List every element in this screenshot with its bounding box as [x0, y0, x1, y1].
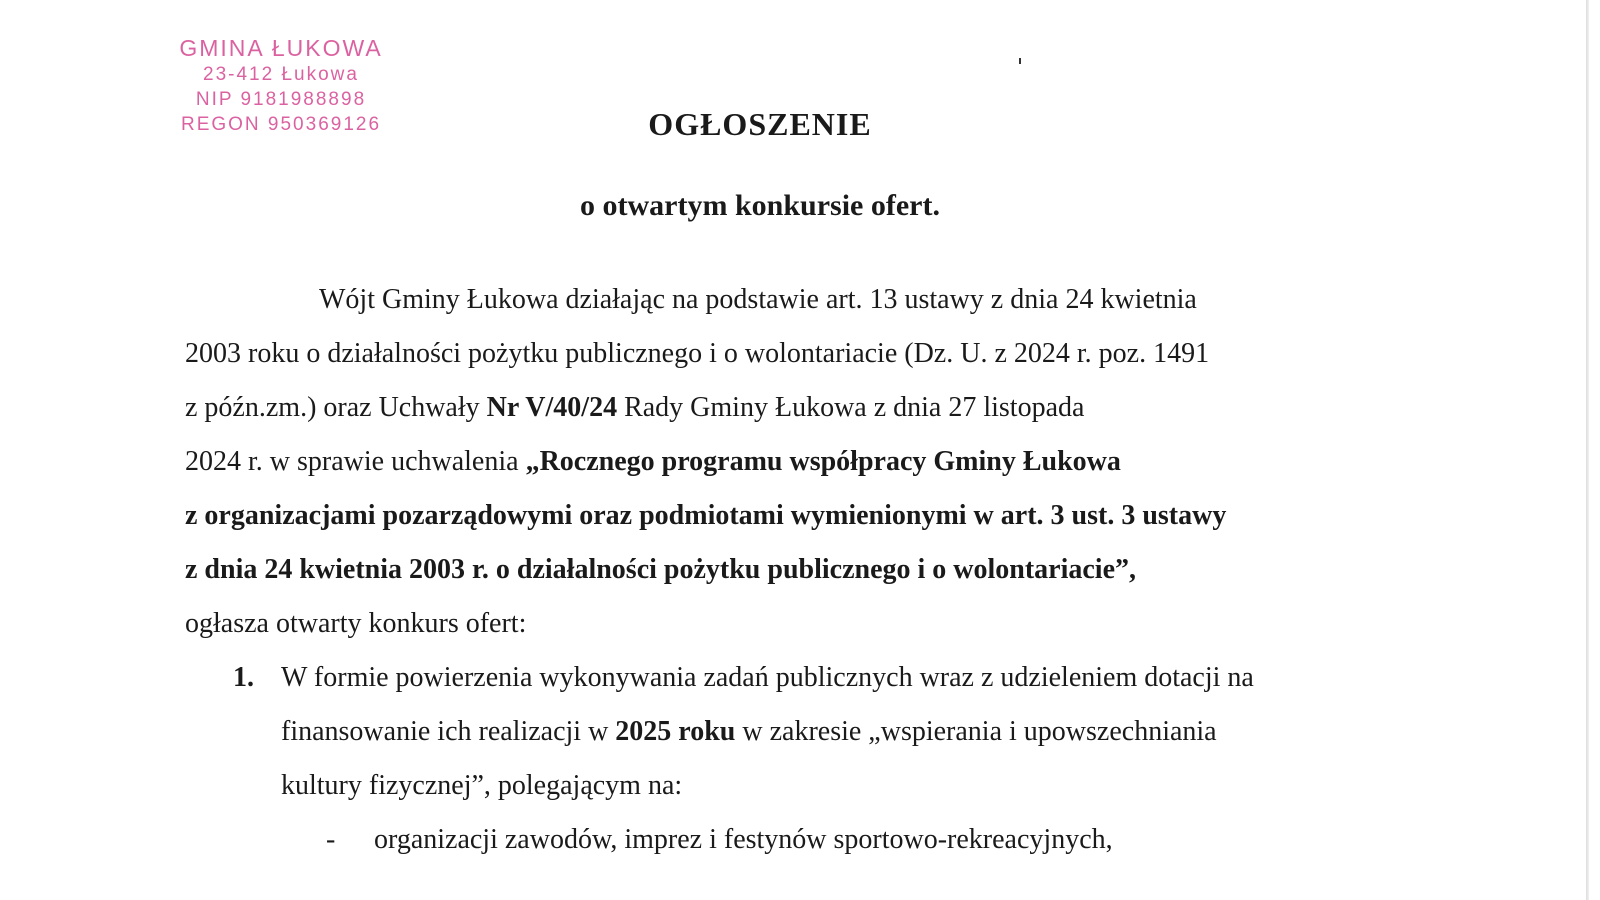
intro-line-6	[185, 553, 1136, 587]
item-1-line-1: W formie powierzenia wykonywania zadań publicznych wraz z udzieleniem dotacji na	[281, 662, 1254, 693]
intro-line-2: 2003 roku o działalności pożytku publicznego i o wolontariacie (Dz. U. z 2024 r. poz. 1491	[185, 338, 1210, 369]
intro-line-5	[185, 499, 1226, 533]
item-1-number: 1.	[233, 662, 254, 693]
bullet-dash: -	[326, 824, 336, 855]
stamp-regon: REGON 950369126	[180, 114, 382, 135]
intro-line-3-rest: Rady Gminy Łukowa z dnia 27 listopada	[617, 392, 1085, 423]
intro-line-3	[185, 391, 1084, 425]
intro-line-3-text: z późn.zm.) oraz Uchwały	[185, 392, 487, 423]
item-1-line-2	[281, 715, 1217, 749]
document-subtitle: o otwartym konkursie ofert.	[580, 189, 940, 222]
intro-line-7: ogłasza otwarty konkurs ofert:	[185, 608, 527, 639]
item-1-line-3: kultury fizycznej”, polegającym na:	[281, 770, 683, 801]
program-title-end: z dnia 24 kwietnia 2003 r. o działalności pożytku publicznego i o wolontariacie”,	[185, 554, 1137, 585]
stamp-nip: NIP 9181988898	[195, 89, 367, 110]
stamp-address: 23-412 Łukowa	[203, 64, 359, 85]
intro-line-4-text: 2024 r. w sprawie uchwalenia	[185, 446, 526, 477]
intro-line-1: Wójt Gminy Łukowa działając na podstawie art. 13 ustawy z dnia 24 kwietnia	[319, 284, 1197, 315]
scan-speck	[1019, 58, 1021, 64]
program-title-start: „Rocznego programu współpracy Gminy Łukowa	[525, 446, 1121, 477]
bullet-item-1: organizacji zawodów, imprez i festynów sportowo-rekreacyjnych,	[374, 824, 1113, 855]
item-1-year: 2025 roku	[615, 716, 736, 747]
document-title: OGŁOSZENIE	[648, 106, 872, 142]
intro-line-4	[185, 445, 1121, 479]
program-title-mid: z organizacjami pozarządowymi oraz podmiotami wymienionymi w art. 3 ust. 3 ustawy	[185, 500, 1227, 531]
item-1-line-2-rest: w zakresie „wspierania i upowszechniania	[735, 716, 1217, 747]
stamp-title: GMINA ŁUKOWA	[179, 35, 383, 61]
item-1-line-2-text: finansowanie ich realizacji w	[281, 716, 616, 747]
scan-edge	[1586, 0, 1589, 900]
resolution-number: Nr V/40/24	[486, 392, 618, 423]
